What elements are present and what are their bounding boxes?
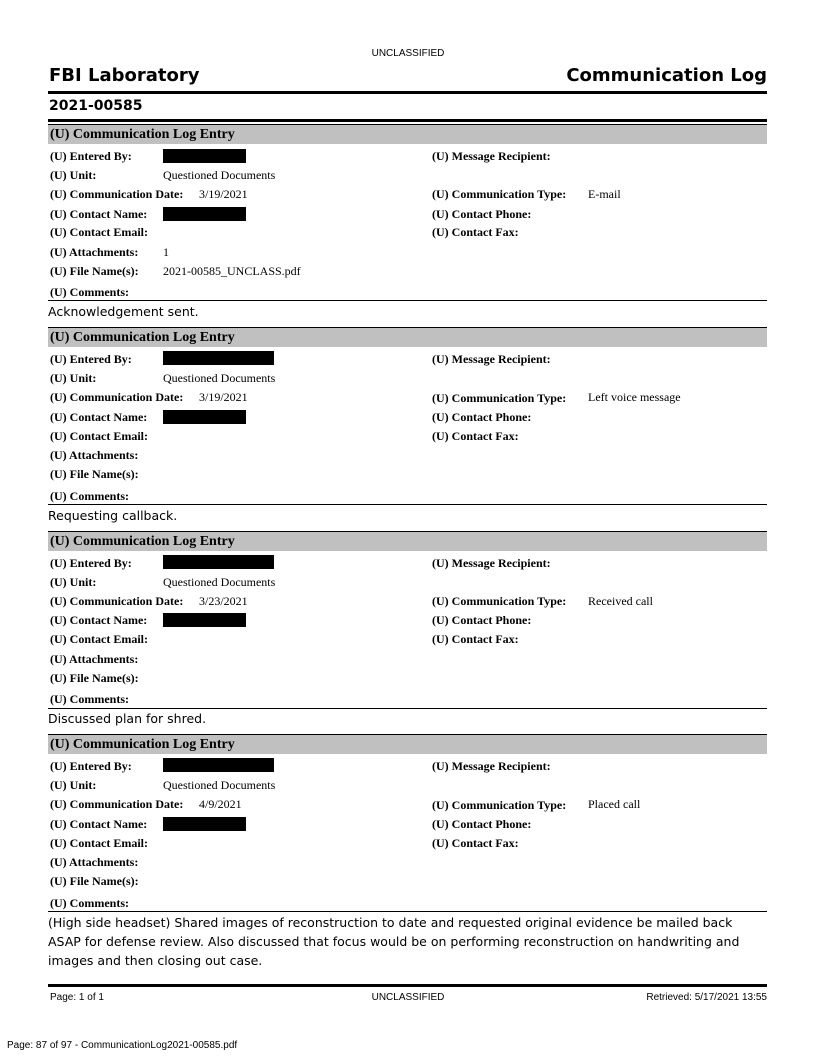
redaction-bar — [163, 149, 246, 163]
unit-value: Questioned Documents — [163, 575, 276, 589]
file-names-label: (U) File Name(s): — [50, 671, 139, 685]
message-recipient-label: (U) Message Recipient: — [432, 352, 551, 366]
contact-fax-label: (U) Contact Fax: — [432, 632, 519, 646]
contact-phone-label: (U) Contact Phone: — [432, 207, 532, 221]
entry-title: (U) Communication Log Entry — [48, 327, 767, 347]
header-divider — [48, 91, 767, 94]
unit-label: (U) Unit: — [50, 371, 97, 385]
attachments-label: (U) Attachments: — [50, 245, 139, 259]
attachments-label: (U) Attachments: — [50, 855, 139, 869]
unit-label: (U) Unit: — [50, 575, 97, 589]
attachments-value: 1 — [163, 245, 169, 259]
comm-type-label: (U) Communication Type: — [432, 594, 567, 608]
comm-type-value: E-mail — [588, 187, 621, 201]
comm-date-label: (U) Communication Date: — [50, 797, 184, 811]
comment-text: Discussed plan for shred. — [48, 711, 207, 726]
case-number: 2021-00585 — [49, 98, 143, 114]
file-names-value: 2021-00585_UNCLASS.pdf — [163, 264, 301, 278]
footer-divider — [48, 984, 767, 987]
file-names-label: (U) File Name(s): — [50, 874, 139, 888]
redaction-bar — [163, 207, 246, 221]
comments-label: (U) Comments: — [50, 896, 129, 910]
comments-divider — [48, 504, 767, 505]
contact-email-label: (U) Contact Email: — [50, 632, 148, 646]
contact-email-label: (U) Contact Email: — [50, 836, 148, 850]
unit-value: Questioned Documents — [163, 168, 276, 182]
comments-label: (U) Comments: — [50, 692, 129, 706]
contact-email-label: (U) Contact Email: — [50, 429, 148, 443]
contact-name-label: (U) Contact Name: — [50, 410, 148, 424]
comm-date-value: 3/23/2021 — [199, 594, 248, 608]
attachments-label: (U) Attachments: — [50, 448, 139, 462]
redaction-bar — [163, 817, 246, 831]
comm-date-value: 3/19/2021 — [199, 390, 248, 404]
redaction-bar — [163, 410, 246, 424]
comm-date-label: (U) Communication Date: — [50, 594, 184, 608]
comment-text: Acknowledgement sent. — [48, 304, 199, 319]
message-recipient-label: (U) Message Recipient: — [432, 556, 551, 570]
classification-bottom: UNCLASSIFIED — [371, 992, 445, 1003]
entered-by-label: (U) Entered By: — [50, 556, 132, 570]
comm-type-value: Placed call — [588, 797, 641, 811]
file-names-label: (U) File Name(s): — [50, 467, 139, 481]
contact-name-label: (U) Contact Name: — [50, 207, 148, 221]
comm-date-value: 3/19/2021 — [199, 187, 248, 201]
unit-label: (U) Unit: — [50, 168, 97, 182]
redaction-bar — [163, 613, 246, 627]
redaction-bar — [163, 555, 274, 569]
entry-title: (U) Communication Log Entry — [48, 124, 767, 144]
comm-date-label: (U) Communication Date: — [50, 187, 184, 201]
lab-title: FBI Laboratory — [49, 65, 200, 86]
entered-by-label: (U) Entered By: — [50, 759, 132, 773]
comment-text: Requesting callback. — [48, 508, 178, 523]
unit-value: Questioned Documents — [163, 778, 276, 792]
retrieved-timestamp: Retrieved: 5/17/2021 13:55 — [646, 992, 767, 1003]
contact-phone-label: (U) Contact Phone: — [432, 410, 532, 424]
comments-divider — [48, 911, 767, 912]
entry-title: (U) Communication Log Entry — [48, 734, 767, 754]
redaction-bar — [163, 758, 274, 772]
contact-fax-label: (U) Contact Fax: — [432, 225, 519, 239]
comment-text: (High side headset) Shared images of reconstruction to date and requested original evidence be mailed back ASAP for defense review. Also discussed that focus would be on performing reconstruction on handwriting and images and then closing out case. — [48, 915, 740, 968]
contact-fax-label: (U) Contact Fax: — [432, 836, 519, 850]
contact-name-label: (U) Contact Name: — [50, 817, 148, 831]
comm-date-value: 4/9/2021 — [199, 797, 242, 811]
contact-name-label: (U) Contact Name: — [50, 613, 148, 627]
case-divider — [48, 119, 767, 122]
message-recipient-label: (U) Message Recipient: — [432, 759, 551, 773]
contact-email-label: (U) Contact Email: — [50, 225, 148, 239]
contact-fax-label: (U) Contact Fax: — [432, 429, 519, 443]
pdf-page-note: Page: 87 of 97 - CommunicationLog2021-00585.pdf — [7, 1040, 238, 1051]
attachments-label: (U) Attachments: — [50, 652, 139, 666]
entered-by-label: (U) Entered By: — [50, 149, 132, 163]
comm-type-label: (U) Communication Type: — [432, 798, 567, 812]
redaction-bar — [163, 351, 274, 365]
entry-title: (U) Communication Log Entry — [48, 531, 767, 551]
comments-divider — [48, 300, 767, 301]
log-title: Communication Log — [566, 65, 767, 86]
entered-by-label: (U) Entered By: — [50, 352, 132, 366]
comments-label: (U) Comments: — [50, 489, 129, 503]
comm-type-label: (U) Communication Type: — [432, 187, 567, 201]
comm-date-label: (U) Communication Date: — [50, 390, 184, 404]
page-number: Page: 1 of 1 — [50, 992, 104, 1003]
contact-phone-label: (U) Contact Phone: — [432, 817, 532, 831]
contact-phone-label: (U) Contact Phone: — [432, 613, 532, 627]
unit-label: (U) Unit: — [50, 778, 97, 792]
comm-type-label: (U) Communication Type: — [432, 391, 567, 405]
classification-top: UNCLASSIFIED — [371, 48, 445, 59]
comm-type-value: Received call — [588, 594, 653, 608]
message-recipient-label: (U) Message Recipient: — [432, 149, 551, 163]
file-names-label: (U) File Name(s): — [50, 264, 139, 278]
unit-value: Questioned Documents — [163, 371, 276, 385]
comments-label: (U) Comments: — [50, 285, 129, 299]
comm-type-value: Left voice message — [588, 390, 681, 404]
